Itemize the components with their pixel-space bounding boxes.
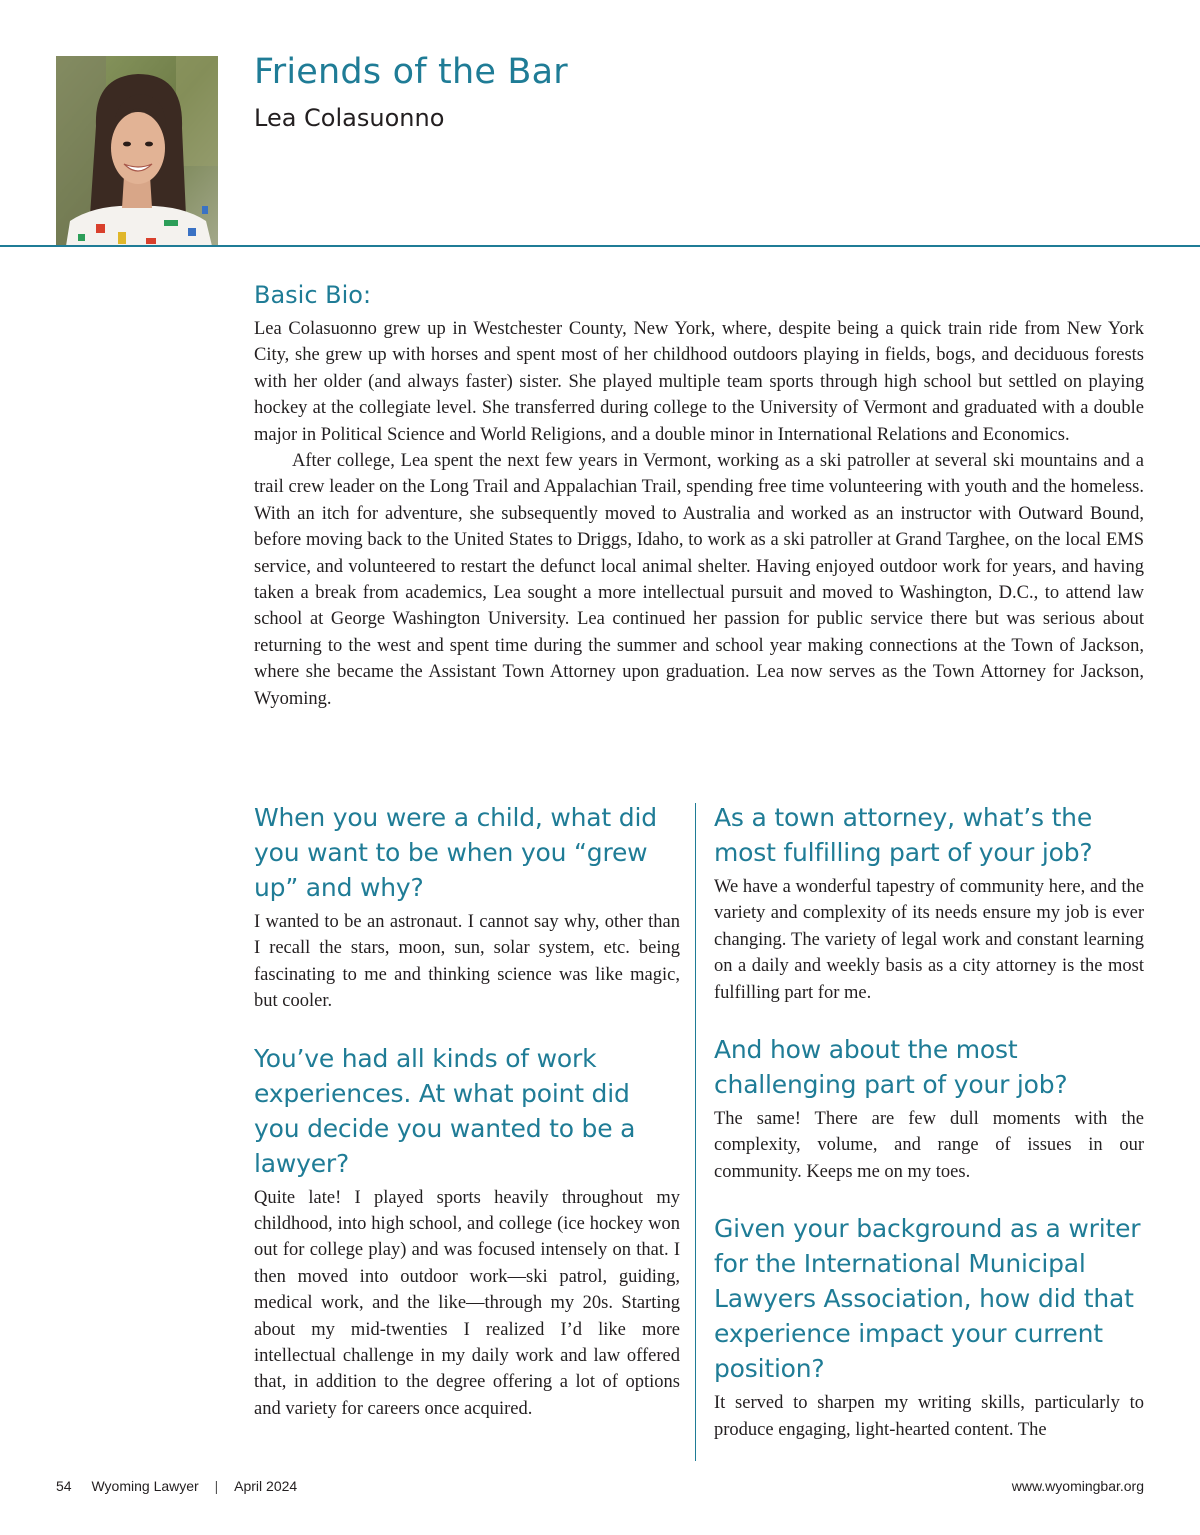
question-heading: When you were a child, what did you want to be when you “grew up” and why? bbox=[254, 803, 657, 902]
footer-separator: | bbox=[214, 1478, 219, 1494]
qa-item bbox=[714, 1032, 1144, 1185]
subject-name: Lea Colasuonno bbox=[254, 104, 445, 132]
publication-name: Wyoming Lawyer bbox=[91, 1478, 199, 1494]
answer-text: It served to sharpen my writing skills, particularly to produce engaging, light-hearted content. The bbox=[714, 1393, 1144, 1440]
bio-paragraph: Lea Colasuonno grew up in Westchester County, New York, where, despite being a quick train ride from New York City, she grew up with horses and spent most of her childhood outdoors playing in fields, bogs, and deciduous forests with her older (and always faster) sister. She played multiple team sports through high school but settled on playing hockey at the collegiate level. She transferred during college to the University of Vermont and graduated with a double major in Political Science and World Religions, and a double minor in International Relations and Economics. bbox=[254, 319, 1144, 445]
left-column bbox=[254, 800, 680, 1448]
footer-left bbox=[56, 1478, 297, 1494]
answer-text: We have a wonderful tapestry of community here, and the variety and complexity of its needs ensure my job is ever changing. The variety of legal work and constant learning on a daily and weekly basis as a city attorney is the most fulfilling part for me. bbox=[714, 877, 1144, 1003]
question-heading: Given your background as a writer for the International Municipal Lawyers Association, how did that experience impact your current position? bbox=[714, 1214, 1141, 1384]
website-link[interactable]: www.wyomingbar.org bbox=[1011, 1478, 1144, 1494]
qa-item bbox=[714, 800, 1144, 1006]
header-rule bbox=[0, 245, 1200, 247]
question-heading: You’ve had all kinds of work experiences. At what point did you decide you wanted to be a lawyer? bbox=[254, 1043, 636, 1178]
bio-heading: Basic Bio: bbox=[254, 281, 372, 309]
answer-text: I wanted to be an astronaut. I cannot say why, other than I recall the stars, moon, sun, solar system, etc. being fascinating to me and thinking science was like magic, but cooler. bbox=[254, 912, 680, 1012]
issue-date: April 2024 bbox=[234, 1478, 298, 1494]
bio-paragraph: After college, Lea spent the next few years in Vermont, working as a ski patroller at several ski mountains and a trail crew leader on the Long Trail and Appalachian Trail, spending free time volunteering with youth and the homeless. With an itch for adventure, she subsequently moved to Australia and worked as an instructor with Outward Bound, before moving back to the United States to Driggs, Idaho, to work as a ski patroller at Grand Targhee, on the local EMS service, and volunteered to restart the defunct local animal shelter. Having enjoyed outdoor work for years, and having taken a break from academics, Lea sought a more intellectual pursuit and moved to Washington, D.C., to attend law school at George Washington University. Lea continued her passion for public service there but was serious about returning to the west and spent time during the summer and school year making connections at the Town of Jackson, where she became the Assistant Town Attorney upon graduation. Lea now serves as the Town Attorney for Jackson, Wyoming. bbox=[254, 451, 1144, 709]
bio-section bbox=[254, 276, 1144, 712]
qa-item bbox=[714, 1211, 1144, 1443]
question-heading: And how about the most challenging part of your job? bbox=[714, 1035, 1068, 1100]
question-heading: As a town attorney, what’s the most fulfilling part of your job? bbox=[714, 803, 1093, 867]
answer-text: Quite late! I played sports heavily throughout my childhood, into high school, and college (ice hockey won out for college play) and was focused intensely on that. I then moved into outdoor work—ski patrol, guiding, medical work, and the like—through my 20s. Starting about my mid-twenties I realized I’d like more intellectual challenge in my daily work and law offered that, in addition to the degree offering a lot of options and variety for careers once acquired. bbox=[254, 1187, 680, 1419]
page-number: 54 bbox=[56, 1478, 72, 1494]
portrait-photo bbox=[56, 56, 218, 246]
qa-item bbox=[254, 1041, 680, 1423]
page-title: Friends of the Bar bbox=[254, 52, 568, 92]
column-divider bbox=[695, 803, 696, 1461]
qa-item bbox=[254, 800, 680, 1015]
page-footer bbox=[56, 1478, 1144, 1498]
answer-text: The same! There are few dull moments with the complexity, volume, and range of issues in our community. Keeps me on my toes. bbox=[714, 1109, 1144, 1182]
right-column bbox=[714, 800, 1144, 1469]
